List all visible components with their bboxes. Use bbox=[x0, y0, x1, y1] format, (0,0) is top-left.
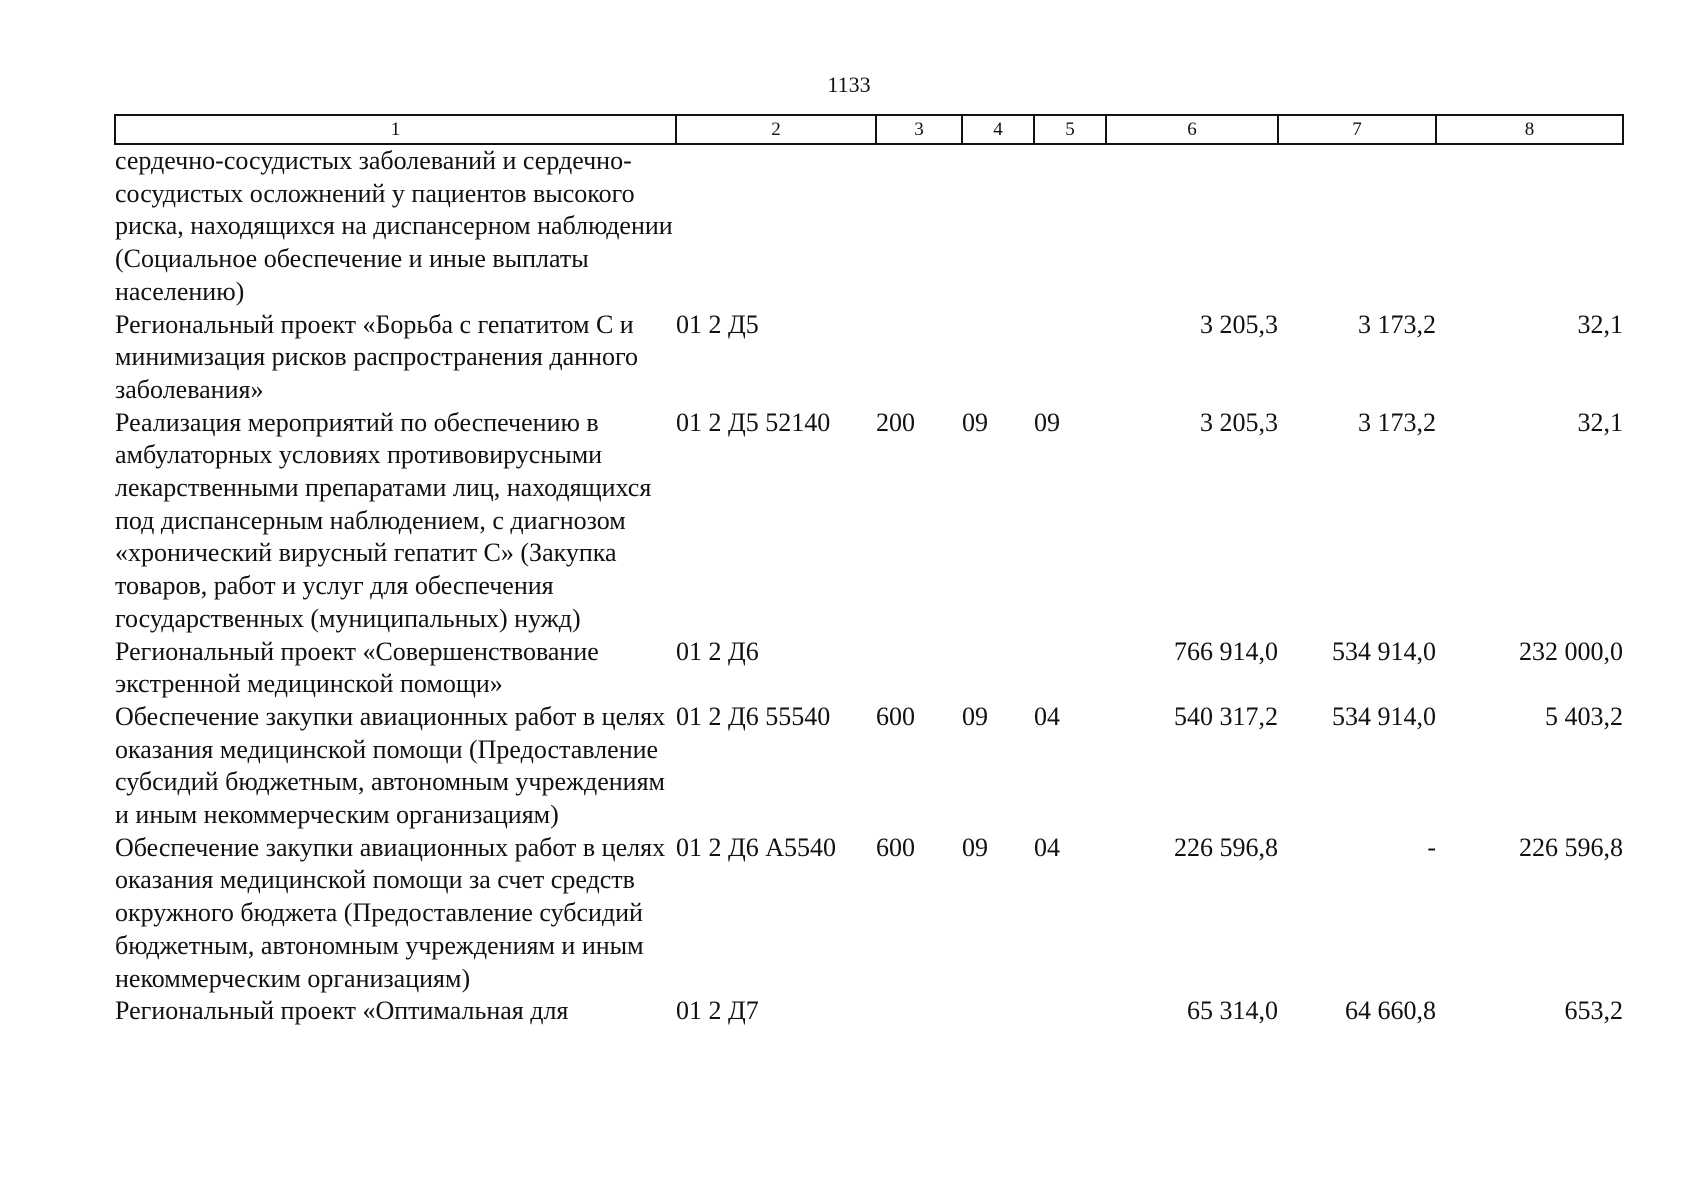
row-section: 09 bbox=[962, 701, 988, 731]
row-total: 540 317,2 bbox=[1174, 701, 1278, 731]
column-header: 3 bbox=[876, 115, 962, 144]
row-code: 01 2 Д6 bbox=[676, 636, 759, 666]
row-total: 65 314,0 bbox=[1187, 996, 1278, 1026]
row-col7: 64 660,8 bbox=[1345, 996, 1436, 1026]
row-name: сердечно-сосудистых заболеваний и сердечно-сосудистых осложнений у пациентов высокого риска, находящихся на диспансерном наблюдении (Социальное обеспечение и иные выплаты населению) bbox=[115, 146, 673, 306]
row-total: 3 205,3 bbox=[1200, 309, 1278, 339]
row-code: 01 2 Д6 55540 bbox=[676, 701, 831, 731]
row-subsection: 04 bbox=[1034, 832, 1060, 862]
row-col8 bbox=[1436, 144, 1623, 309]
table-row bbox=[115, 407, 1623, 636]
table-body bbox=[115, 144, 1623, 1028]
row-col8: 653,2 bbox=[1564, 996, 1623, 1026]
row-col8: 226 596,8 bbox=[1519, 832, 1623, 862]
row-expense-type bbox=[876, 309, 962, 407]
table-header bbox=[115, 115, 1623, 144]
row-total: 766 914,0 bbox=[1174, 636, 1278, 666]
column-header: 6 bbox=[1106, 115, 1278, 144]
row-name: Реализация мероприятий по обеспечению в амбулаторных условиях противовирусными лекарственными препаратами лиц, находящихся под диспансерным наблюдением, с диагнозом «хронический вирусный гепатит С» (Закупка товаров, работ и услуг для обеспечения государственных (муниципальных) нужд) bbox=[115, 407, 652, 633]
table-row bbox=[115, 636, 1623, 701]
row-section bbox=[962, 636, 1034, 701]
row-col7: 534 914,0 bbox=[1332, 701, 1436, 731]
row-section bbox=[962, 309, 1034, 407]
row-name: Региональный проект «Совершенствование экстренной медицинской помощи» bbox=[115, 636, 599, 699]
row-col7: - bbox=[1427, 832, 1436, 862]
row-expense-type bbox=[876, 636, 962, 701]
row-subsection bbox=[1034, 995, 1106, 1028]
row-code: 01 2 Д7 bbox=[676, 996, 759, 1026]
row-expense-type: 600 bbox=[876, 701, 915, 731]
row-col7 bbox=[1278, 144, 1436, 309]
header-row bbox=[115, 115, 1623, 144]
row-section bbox=[962, 995, 1034, 1028]
table-row bbox=[115, 701, 1623, 832]
column-header: 7 bbox=[1278, 115, 1436, 144]
table-row bbox=[115, 995, 1623, 1028]
row-total: 3 205,3 bbox=[1200, 407, 1278, 437]
row-subsection bbox=[1034, 309, 1106, 407]
row-section: 09 bbox=[962, 407, 988, 437]
row-expense-type bbox=[876, 995, 962, 1028]
row-col7: 3 173,2 bbox=[1358, 309, 1436, 339]
row-col8: 32,1 bbox=[1577, 309, 1623, 339]
row-code: 01 2 Д5 52140 bbox=[676, 407, 831, 437]
row-subsection: 04 bbox=[1034, 701, 1060, 731]
row-col8: 232 000,0 bbox=[1519, 636, 1623, 666]
row-subsection: 09 bbox=[1034, 407, 1060, 437]
page-number: 1133 bbox=[827, 72, 871, 97]
row-name: Региональный проект «Борьба с гепатитом С и минимизация рисков распространения данного заболевания» bbox=[115, 309, 638, 404]
row-col7: 534 914,0 bbox=[1332, 636, 1436, 666]
column-header: 2 bbox=[676, 115, 876, 144]
row-code: 01 2 Д5 bbox=[676, 309, 759, 339]
row-expense-type: 600 bbox=[876, 832, 915, 862]
row-expense-type bbox=[876, 144, 962, 309]
row-section: 09 bbox=[962, 832, 988, 862]
row-subsection bbox=[1034, 636, 1106, 701]
row-code: 01 2 Д6 А5540 bbox=[676, 832, 837, 862]
row-total bbox=[1106, 144, 1278, 309]
row-section bbox=[962, 144, 1034, 309]
table-row bbox=[115, 144, 1623, 309]
column-header: 5 bbox=[1034, 115, 1106, 144]
column-header: 8 bbox=[1436, 115, 1623, 144]
row-code bbox=[676, 144, 876, 309]
row-subsection bbox=[1034, 144, 1106, 309]
column-header: 4 bbox=[962, 115, 1034, 144]
budget-table bbox=[114, 114, 1624, 1028]
row-name: Региональный проект «Оптимальная для bbox=[115, 996, 569, 1026]
row-col7: 3 173,2 bbox=[1358, 407, 1436, 437]
row-total: 226 596,8 bbox=[1174, 832, 1278, 862]
column-header: 1 bbox=[115, 115, 676, 144]
row-col8: 5 403,2 bbox=[1545, 701, 1623, 731]
row-name: Обеспечение закупки авиационных работ в целях оказания медицинской помощи за счет средств окружного бюджета (Предоставление субсидий бюджетным, автономным учреждениям и иным некоммерческим организациям) bbox=[115, 832, 666, 993]
table-row bbox=[115, 309, 1623, 407]
table-row bbox=[115, 832, 1623, 996]
row-expense-type: 200 bbox=[876, 407, 915, 437]
row-name: Обеспечение закупки авиационных работ в целях оказания медицинской помощи (Предоставление субсидий бюджетным, автономным учреждениям и иным некоммерческим организациям) bbox=[115, 701, 666, 830]
row-col8: 32,1 bbox=[1577, 407, 1623, 437]
